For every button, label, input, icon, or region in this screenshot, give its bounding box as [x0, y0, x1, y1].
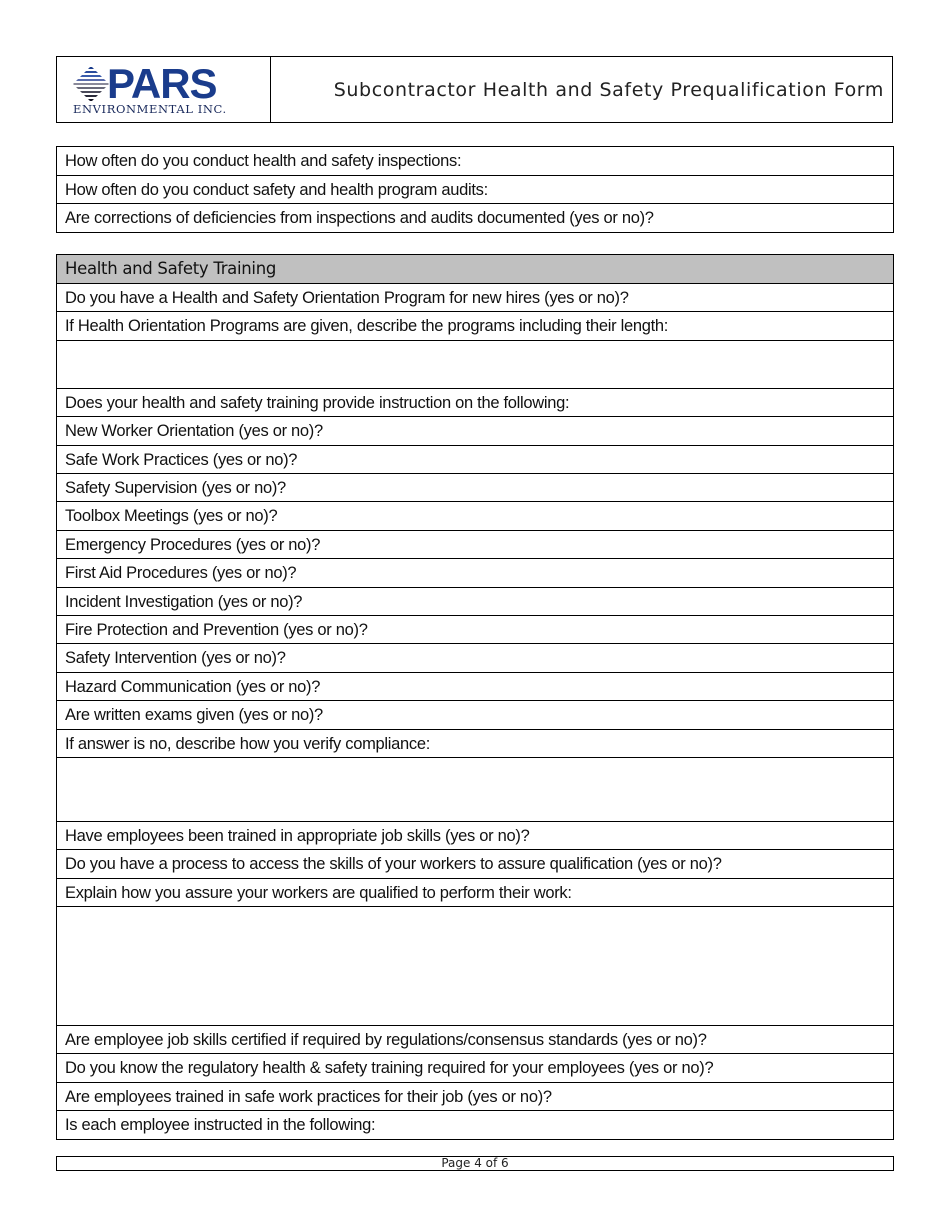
question-verify-compliance[interactable]: If answer is no, describe how you verify compliance:: [57, 730, 894, 758]
training-table: [56, 254, 894, 1140]
table-row: [57, 204, 894, 233]
table-row: [57, 673, 894, 701]
topic-fire-protection[interactable]: Fire Protection and Prevention (yes or no)?: [57, 616, 894, 644]
question-training-instruction[interactable]: Does your health and safety training provide instruction on the following:: [57, 389, 894, 417]
question-orientation-description[interactable]: If Health Orientation Programs are given, describe the programs including their length:: [57, 312, 894, 341]
form-header: [56, 56, 893, 123]
topic-first-aid-procedures[interactable]: First Aid Procedures (yes or no)?: [57, 559, 894, 588]
logo-subtitle: ENVIRONMENTAL INC.: [73, 102, 227, 116]
table-row: [57, 559, 894, 588]
table-row: [57, 1026, 894, 1054]
question-orientation-program[interactable]: Do you have a Health and Safety Orientation Program for new hires (yes or no)?: [57, 284, 894, 312]
question-job-skills-trained[interactable]: Have employees been trained in appropriate job skills (yes or no)?: [57, 822, 894, 850]
table-row: [57, 446, 894, 474]
answer-field-workers-qualified[interactable]: [57, 907, 894, 1026]
table-row: [57, 1083, 894, 1111]
question-inspections-frequency[interactable]: How often do you conduct health and safety inspections:: [57, 147, 894, 176]
table-row: [57, 1054, 894, 1083]
inspections-table: [56, 146, 894, 233]
topic-safety-supervision[interactable]: Safety Supervision (yes or no)?: [57, 474, 894, 502]
question-regulatory-training-known[interactable]: Do you know the regulatory health & safety training required for your employees (yes or no)?: [57, 1054, 894, 1083]
logo-wordmark: PARS: [107, 60, 217, 107]
topic-toolbox-meetings[interactable]: Toolbox Meetings (yes or no)?: [57, 502, 894, 531]
question-workers-qualified[interactable]: Explain how you assure your workers are qualified to perform their work:: [57, 879, 894, 907]
table-row: [57, 312, 894, 341]
table-row: [57, 284, 894, 312]
question-skills-assessment-process[interactable]: Do you have a process to access the skills of your workers to assure qualification (yes or no)?: [57, 850, 894, 879]
topic-safety-intervention[interactable]: Safety Intervention (yes or no)?: [57, 644, 894, 673]
question-corrections-documented[interactable]: Are corrections of deficiencies from inspections and audits documented (yes or no)?: [57, 204, 894, 233]
topic-incident-investigation[interactable]: Incident Investigation (yes or no)?: [57, 588, 894, 616]
table-row: [57, 907, 894, 1026]
table-row: [57, 255, 894, 284]
question-safe-work-practices-trained[interactable]: Are employees trained in safe work practices for their job (yes or no)?: [57, 1083, 894, 1111]
topic-emergency-procedures[interactable]: Emergency Procedures (yes or no)?: [57, 531, 894, 559]
table-row: [57, 341, 894, 389]
table-row: [57, 389, 894, 417]
topic-hazard-communication[interactable]: Hazard Communication (yes or no)?: [57, 673, 894, 701]
section-heading-training: Health and Safety Training: [57, 255, 894, 284]
table-row: [57, 176, 894, 204]
table-row: [57, 758, 894, 822]
question-skills-certified[interactable]: Are employee job skills certified if required by regulations/consensus standards (yes or no)?: [57, 1026, 894, 1054]
table-row: [57, 588, 894, 616]
table-row: [57, 879, 894, 907]
table-row: [57, 701, 894, 730]
answer-field-verify-compliance[interactable]: [57, 758, 894, 822]
table-row: [57, 1111, 894, 1140]
question-audits-frequency[interactable]: How often do you conduct safety and health program audits:: [57, 176, 894, 204]
table-row: [57, 147, 894, 176]
form-title: Subcontractor Health and Safety Prequalification Form: [333, 78, 884, 101]
table-row: [57, 474, 894, 502]
page-number: Page 4 of 6: [441, 1156, 509, 1170]
table-row: [57, 644, 894, 673]
page-footer: [56, 1156, 894, 1171]
question-employee-instructed[interactable]: Is each employee instructed in the following:: [57, 1111, 894, 1140]
table-row: [57, 531, 894, 559]
company-logo: [57, 57, 271, 122]
table-row: [57, 822, 894, 850]
question-written-exams[interactable]: Are written exams given (yes or no)?: [57, 701, 894, 730]
table-row: [57, 730, 894, 758]
topic-new-worker-orientation[interactable]: New Worker Orientation (yes or no)?: [57, 417, 894, 446]
table-row: [57, 850, 894, 879]
table-row: [57, 616, 894, 644]
diamond-logo-icon: [73, 66, 109, 102]
topic-safe-work-practices[interactable]: Safe Work Practices (yes or no)?: [57, 446, 894, 474]
table-row: [57, 417, 894, 446]
title-cell: [271, 57, 892, 122]
answer-field-orientation-description[interactable]: [57, 341, 894, 389]
table-row: [57, 502, 894, 531]
